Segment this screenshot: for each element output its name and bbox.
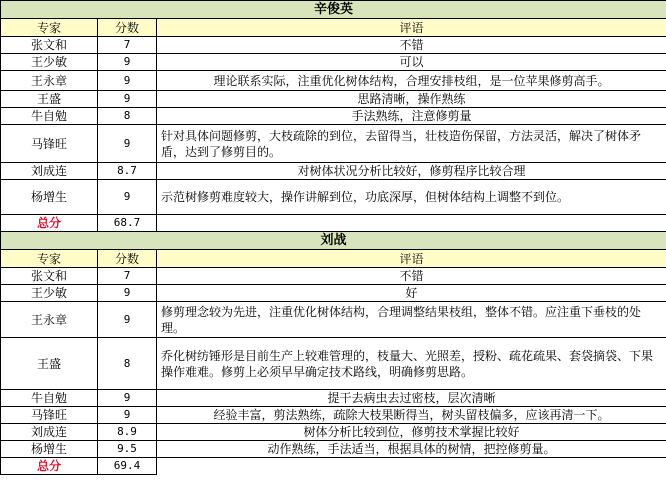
total-row xyxy=(1,458,666,475)
table-row xyxy=(1,390,666,407)
table-row xyxy=(1,268,666,285)
table-row xyxy=(1,91,666,108)
comment-cell: 理论联系实际，注重优化树体结构，合理安排枝组，是一位苹果修剪高手。 xyxy=(157,71,666,91)
score-cell: 8.9 xyxy=(98,424,157,441)
score-cell: 8 xyxy=(98,338,157,390)
score-cell: 9 xyxy=(98,125,157,163)
score-cell: 9.5 xyxy=(98,441,157,458)
score-cell: 9 xyxy=(98,71,157,91)
table-row xyxy=(1,424,666,441)
comment-cell: 好 xyxy=(157,285,666,302)
score-cell: 9 xyxy=(98,285,157,302)
score-cell: 9 xyxy=(98,390,157,407)
comment-cell: 树体分析比较到位，修剪技术掌握比较好 xyxy=(157,424,666,441)
comment-cell: 手法熟练，注意修剪量 xyxy=(157,108,666,125)
comment-cell: 不错 xyxy=(157,268,666,285)
column-header-expert: 专家 xyxy=(1,250,98,268)
table-row xyxy=(1,71,666,91)
expert-name: 王永章 xyxy=(1,71,98,91)
expert-name: 王永章 xyxy=(1,302,98,338)
expert-name: 马锋旺 xyxy=(1,407,98,424)
expert-name: 王盛 xyxy=(1,338,98,390)
total-blank xyxy=(157,458,666,475)
table-row xyxy=(1,125,666,163)
expert-name: 马锋旺 xyxy=(1,125,98,163)
score-cell: 9 xyxy=(98,91,157,108)
comment-cell: 提干去病虫去过密枝，层次清晰 xyxy=(157,390,666,407)
total-blank xyxy=(157,215,666,232)
section-title-row xyxy=(1,232,666,250)
column-header-expert: 专家 xyxy=(1,19,98,37)
comment-cell: 乔化树纺锤形是目前生产上较难管理的，枝量大、光照差，授粉、疏花疏果、套袋摘袋、下果操作难难。修剪上必须早早确定技术路线，明确修剪思路。 xyxy=(157,338,666,390)
comment-cell: 不错 xyxy=(157,37,666,54)
total-score: 68.7 xyxy=(98,215,157,232)
score-cell: 9 xyxy=(98,407,157,424)
table-row xyxy=(1,407,666,424)
column-header-score: 分数 xyxy=(98,250,157,268)
table-row xyxy=(1,37,666,54)
table-row xyxy=(1,163,666,180)
comment-cell: 示范树修剪难度较大，操作讲解到位，功底深厚，但树体结构上调整不到位。 xyxy=(157,180,666,215)
column-header-row xyxy=(1,250,666,268)
expert-name: 王少敏 xyxy=(1,285,98,302)
score-cell: 9 xyxy=(98,302,157,338)
comment-cell: 针对具体问题修剪，大枝疏除的到位，去留得当，壮枝造伤保留，方法灵活，解决了树体矛盾，达到了修剪目的。 xyxy=(157,125,666,163)
table-row xyxy=(1,441,666,458)
total-score: 69.4 xyxy=(98,458,157,475)
comment-cell: 经验丰富，剪法熟练，疏除大枝果断得当，树头留枝偏多，应该再清一下。 xyxy=(157,407,666,424)
expert-name: 牛自勉 xyxy=(1,390,98,407)
comment-cell: 思路清晰，操作熟练 xyxy=(157,91,666,108)
score-cell: 9 xyxy=(98,54,157,71)
expert-name: 刘成连 xyxy=(1,424,98,441)
comment-cell: 修剪理念较为先进，注重优化树体结构，合理调整结果枝组，整体不错。应注重下垂枝的处理。 xyxy=(157,302,666,338)
expert-name: 杨增生 xyxy=(1,180,98,215)
expert-name: 刘成连 xyxy=(1,163,98,180)
expert-name: 王盛 xyxy=(1,91,98,108)
score-cell: 8 xyxy=(98,108,157,125)
comment-cell: 对树体状况分析比较好，修剪程序比较合理 xyxy=(157,163,666,180)
table-row xyxy=(1,54,666,71)
expert-name: 张文和 xyxy=(1,268,98,285)
expert-name: 张文和 xyxy=(1,37,98,54)
column-header-comment: 评语 xyxy=(157,19,666,37)
section-title: 刘战 xyxy=(1,232,666,250)
score-cell: 9 xyxy=(98,180,157,215)
expert-name: 王少敏 xyxy=(1,54,98,71)
column-header-score: 分数 xyxy=(98,19,157,37)
score-cell: 7 xyxy=(98,268,157,285)
score-cell: 8.7 xyxy=(98,163,157,180)
total-row xyxy=(1,215,666,232)
column-header-row xyxy=(1,19,666,37)
table-row xyxy=(1,180,666,215)
section-title: 辛俊英 xyxy=(1,1,666,19)
comment-cell: 动作熟练，手法适当，根据具体的树情，把控修剪量。 xyxy=(157,441,666,458)
comment-cell: 可以 xyxy=(157,54,666,71)
table-row xyxy=(1,302,666,338)
table-row xyxy=(1,338,666,390)
expert-name: 牛自勉 xyxy=(1,108,98,125)
score-cell: 7 xyxy=(98,37,157,54)
expert-name: 杨增生 xyxy=(1,441,98,458)
section-title-row xyxy=(1,1,666,19)
column-header-comment: 评语 xyxy=(157,250,666,268)
total-label: 总分 xyxy=(1,215,98,232)
total-label: 总分 xyxy=(1,458,98,475)
table-row xyxy=(1,108,666,125)
table-row xyxy=(1,285,666,302)
